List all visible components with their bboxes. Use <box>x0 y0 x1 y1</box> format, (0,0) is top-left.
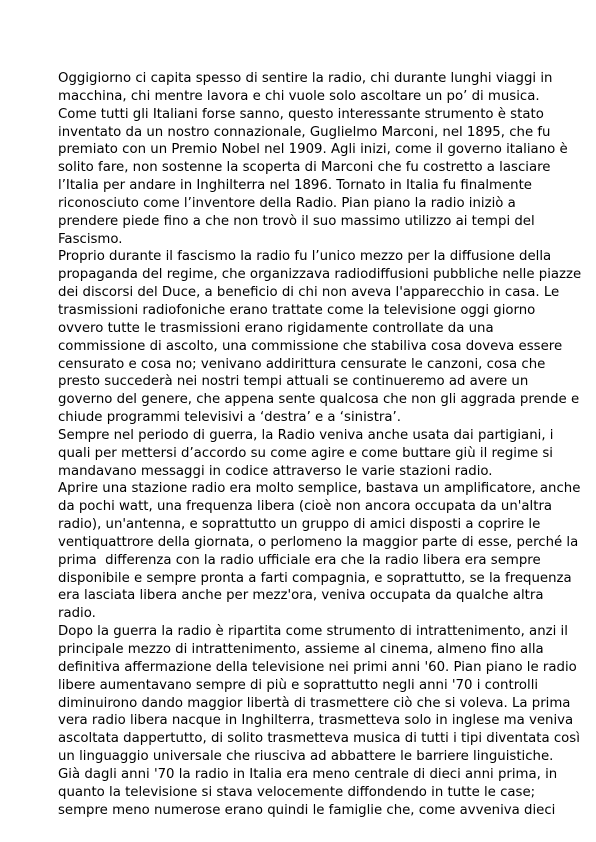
text-line: radio. <box>58 606 96 622</box>
text-line: Dopo la guerra la radio è ripartita come strumento di intrattenimento, anzi il <box>58 624 568 640</box>
text-line: Oggigiorno ci capita spesso di sentire la radio, chi durante lunghi viaggi in <box>58 71 553 86</box>
text-line: governo del genere, che appena sente qualcosa che non gli aggrada prende e <box>58 392 580 408</box>
text-line: commissione di ascolto, una commissione che stabiliva cosa doveva essere <box>58 338 563 354</box>
text-line: l’Italia per andare in Inghilterra nel 1896. Tornato in Italia fu finalmente <box>58 178 532 194</box>
text-line: da pochi watt, una frequenza libera (cioè non ancora occupata da un'altra <box>58 499 553 515</box>
text-line: quali per mettersi d’accordo su come agire e come buttare giù il regime si <box>58 445 553 461</box>
text-line: vera radio libera nacque in Inghilterra, trasmetteva solo in inglese ma veniva <box>58 713 574 729</box>
text-line: dei discorsi del Duce, a beneficio di chi non aveva l'apparecchio in casa. Le <box>58 285 560 301</box>
text-line: diminuirono dando maggior libertà di trasmettere ciò che si voleva. La prima <box>58 695 571 711</box>
text-line: Fascismo. <box>58 231 123 247</box>
text-line: premiato con un Premio Nobel nel 1909. Agli inizi, come il governo italiano è <box>58 142 568 158</box>
text-line: era lasciata libera anche per mezz'ora, veniva occupata da qualche altra <box>58 588 544 604</box>
text-line: radio), un'antenna, e soprattutto un gruppo di amici disposti a coprire le <box>58 517 541 533</box>
text-line: sempre meno numerose erano quindi le famiglie che, come avveniva dieci <box>58 802 556 818</box>
text-line: un linguaggio universale che riusciva ad abbattere le barriere linguistiche. <box>58 749 554 765</box>
text-line: ventiquattrore della giornata, o perlomeno la maggior parte di esse, perché la <box>58 534 579 550</box>
text-line: quanto la televisione si stava velocemente diffondendo in tutte le case; <box>58 784 536 800</box>
text-line: principale mezzo di intrattenimento, assieme al cinema, almeno fino alla <box>58 642 544 657</box>
text-line: prendere piede fino a che non trovò il suo massimo utilizzo ai tempi del <box>58 213 535 229</box>
text-line: Aprire una stazione radio era molto semplice, bastava un amplificatore, anche <box>58 481 581 497</box>
text-line: Come tutti gli Italiani forse sanno, questo interessante strumento è stato <box>58 106 544 122</box>
text-line: prima differenza con la radio ufficiale era che la radio libera era sempre <box>58 552 541 568</box>
text-line: libere aumentavano sempre di più e soprattutto negli anni '70 i controlli <box>58 677 539 693</box>
text-line: inventato da un nostro connazionale, Guglielmo Marconi, nel 1895, che fu <box>58 124 551 140</box>
text-line: trasmissioni radiofoniche erano trattate come la televisione oggi giorno <box>58 302 536 318</box>
text-line: riconosciuto come l’inventore della Radio. Pian piano la radio iniziò a <box>58 195 516 211</box>
text-line: chiude programmi televisivi a ‘destra’ e a ‘sinistra’. <box>58 410 401 426</box>
text-line: mandavano messaggi in codice attraverso le varie stazioni radio. <box>58 463 493 479</box>
text-line: censurato e cosa no; venivano addirittura censurate le canzoni, cosa che <box>58 356 546 372</box>
text-line: propaganda del regime, che organizzava radiodiffusioni pubbliche nelle piazze <box>58 267 582 283</box>
text-line: definitiva affermazione della televisione nei primi anni '60. Pian piano le radio <box>58 659 577 675</box>
text-line: Sempre nel periodo di guerra, la Radio veniva anche usata dai partigiani, i <box>58 427 554 443</box>
text-line: ovvero tutte le trasmissioni erano rigidamente controllate da una <box>58 320 494 336</box>
document-body-text <box>58 70 582 819</box>
text-line: disponibile e sempre pronta a farti compagnia, e soprattutto, se la frequenza <box>58 570 572 586</box>
text-line: solito fare, non sostenne la scoperta di Marconi che fu costretto a lasciare <box>58 160 551 176</box>
text-line: Già dagli anni '70 la radio in Italia era meno centrale di dieci anni prima, in <box>58 766 558 782</box>
text-line: ascoltata dappertutto, di solito trasmetteva musica di tutti i tipi diventata così <box>58 731 580 747</box>
text-line: Proprio durante il fascismo la radio fu l’unico mezzo per la diffusione della <box>58 249 552 265</box>
text-line: presto succederà nei nostri tempi attuali se continueremo ad avere un <box>58 374 529 390</box>
text-line: macchina, chi mentre lavora e chi vuole solo ascoltare un po’ di musica. <box>58 88 540 104</box>
